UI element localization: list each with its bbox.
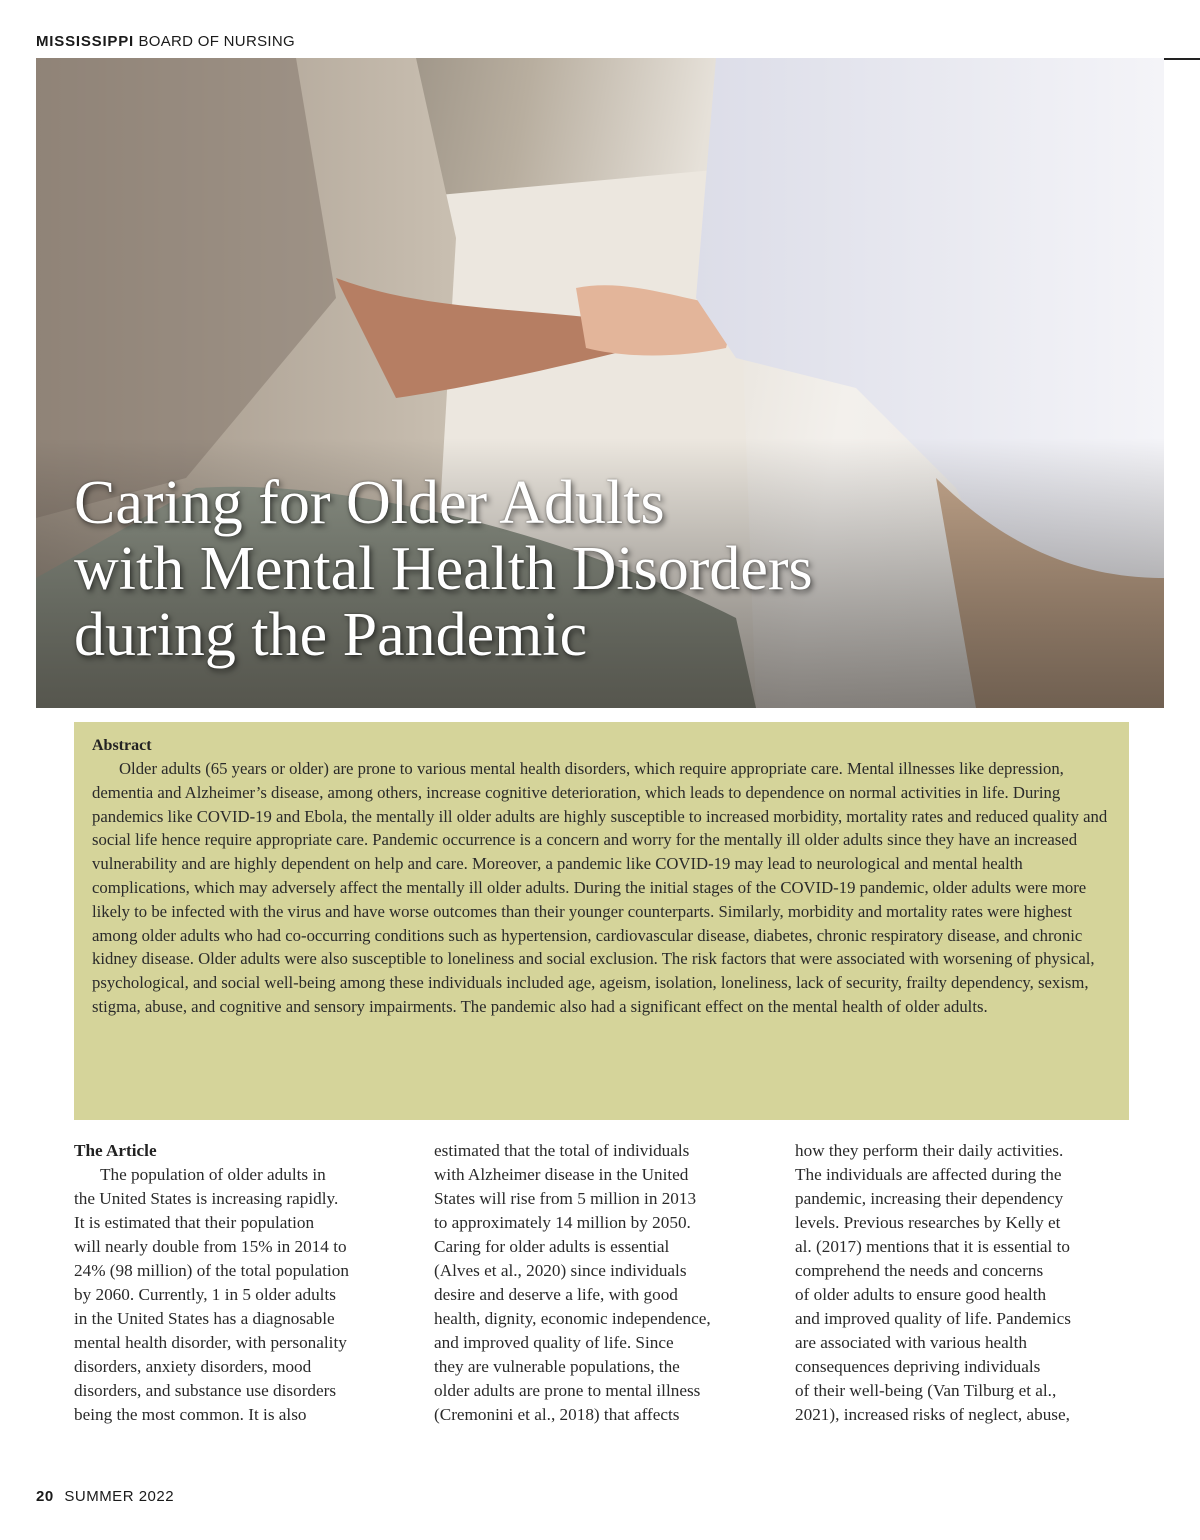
article-column-2 [434, 1139, 774, 1427]
text-line: of their well-being (Van Tilburg et al., [795, 1381, 1057, 1400]
publication-name-bold: MISSISSIPPI [36, 33, 134, 50]
text-line: health, dignity, economic independence, [434, 1309, 711, 1328]
text-line: the United States is increasing rapidly. [74, 1189, 339, 1208]
text-line: al. (2017) mentions that it is essential to [795, 1237, 1070, 1256]
text-line: 2021), increased risks of neglect, abuse, [795, 1405, 1070, 1424]
article-title-line: during the Pandemic [74, 601, 588, 669]
text-line: (Cremonini et al., 2018) that affects [434, 1405, 680, 1424]
article-column-3 [795, 1139, 1135, 1427]
text-line: The population of older adults in [100, 1165, 326, 1184]
text-line: will nearly double from 15% in 2014 to [74, 1237, 347, 1256]
article-title [74, 470, 813, 668]
abstract-box [74, 722, 1129, 1120]
text-line: (Alves et al., 2020) since individuals [434, 1261, 687, 1280]
text-line: 24% (98 million) of the total population [74, 1261, 349, 1280]
text-line: desire and deserve a life, with good [434, 1285, 678, 1304]
text-line: to approximately 14 million by 2050. [434, 1213, 691, 1232]
article-heading: The Article [74, 1141, 157, 1160]
text-line: pandemic, increasing their dependency [795, 1189, 1064, 1208]
abstract-heading: Abstract [92, 737, 152, 754]
text-line: disorders, and substance use disorders [74, 1381, 337, 1400]
text-line: States will rise from 5 million in 2013 [434, 1189, 697, 1208]
text-line: they are vulnerable populations, the [434, 1357, 680, 1376]
article-title-line: Caring for Older Adults [74, 469, 665, 537]
publication-name-rest: BOARD OF NURSING [138, 33, 295, 50]
text-line: The individuals are affected during the [795, 1165, 1062, 1184]
article-title-line: with Mental Health Disorders [74, 535, 813, 603]
abstract-text: Older adults (65 years or older) are prone to various mental health disorders, which require appropriate care. Mental illnesses like depression, dementia and Alzheimer’s disease, among others, increase cognitive deterioration, which leads to dependence on normal activities in life. During pandemics like COVID-19 and Ebola, the mentally ill older adults are highly susceptible to increased morbidity, mortality rates and reduced quality and social life hence require appropriate care. Pandemic occurrence is a concern and worry for the mentally ill older adults since they have an increased vulnerability and are highly dependent on help and care. Moreover, a pandemic like COVID-19 may lead to neurological and mental health complications, which may adversely affect the mentally ill older adults. During the initial stages of the COVID-19 pandemic, older adults were more likely to be infected with the virus and have worse outcomes than their younger counterparts. Similarly, morbidity and mortality rates were highest among older adults who had co-occurring conditions such as hypertension, cardiovascular disease, diabetes, chronic respiratory disease, and chronic kidney disease. Older adults were also susceptible to loneliness and social exclusion. The risk factors that were associated with worsening of physical, psychological, and social well-being among these individuals included age, ageism, isolation, loneliness, lack of security, frailty dependency, sexism, stigma, abuse, and cognitive and sensory impairments. The pandemic also had a significant effect on the mental health of older adults. [92, 759, 1108, 1016]
text-line: being the most common. It is also [74, 1405, 307, 1424]
text-line: how they perform their daily activities. [795, 1141, 1064, 1160]
text-line: comprehend the needs and concerns [795, 1261, 1044, 1280]
text-line: older adults are prone to mental illness [434, 1381, 701, 1400]
text-line: levels. Previous researches by Kelly et [795, 1213, 1061, 1232]
text-line: mental health disorder, with personality [74, 1333, 347, 1352]
text-line: and improved quality of life. Pandemics [795, 1309, 1071, 1328]
text-line: Caring for older adults is essential [434, 1237, 670, 1256]
issue-label: SUMMER 2022 [64, 1488, 175, 1505]
text-line: by 2060. Currently, 1 in 5 older adults [74, 1285, 336, 1304]
text-line: are associated with various health [795, 1333, 1027, 1352]
hero-photo [36, 58, 1164, 708]
text-line: with Alzheimer disease in the United [434, 1165, 689, 1184]
text-line: and improved quality of life. Since [434, 1333, 674, 1352]
article-column-1 [74, 1139, 414, 1427]
publication-header [36, 33, 295, 50]
page-footer [36, 1488, 174, 1505]
text-line: disorders, anxiety disorders, mood [74, 1357, 312, 1376]
header-rule [1163, 58, 1200, 60]
page-number: 20 [36, 1488, 54, 1505]
text-line: estimated that the total of individuals [434, 1141, 690, 1160]
text-line: It is estimated that their population [74, 1213, 315, 1232]
text-line: in the United States has a diagnosable [74, 1309, 335, 1328]
text-line: consequences depriving individuals [795, 1357, 1041, 1376]
column-1-text [74, 1163, 414, 1427]
text-line: of older adults to ensure good health [795, 1285, 1047, 1304]
